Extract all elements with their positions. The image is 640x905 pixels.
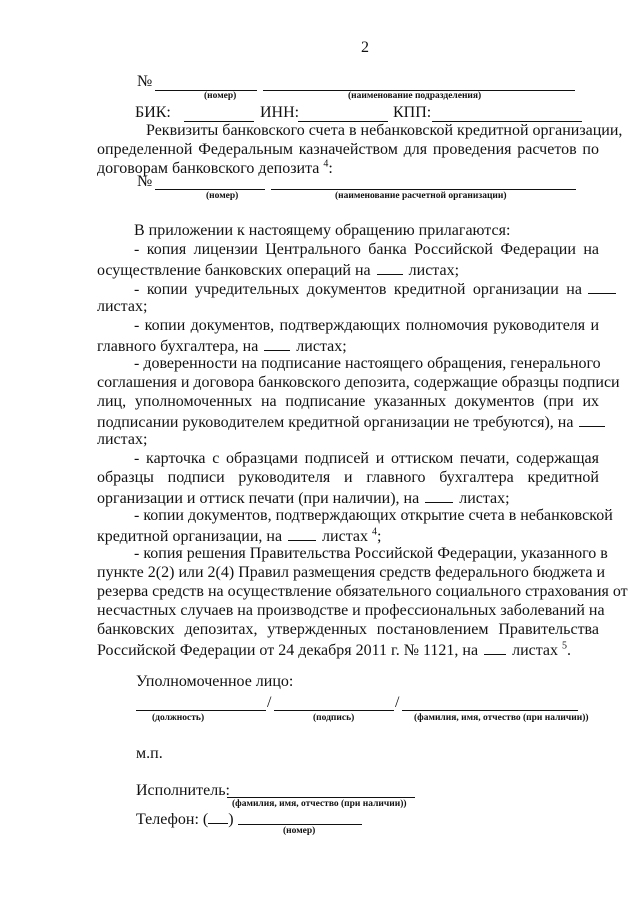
bik-label: БИК: [135, 104, 171, 121]
signature-line [274, 710, 394, 711]
slash-1: / [267, 694, 272, 711]
sheets-blank [484, 639, 506, 655]
requisites-line-2: определенной Федеральным казначейством для проведения расчетов по [97, 141, 599, 158]
phone-label [136, 808, 234, 830]
authorized-person-title: Уполномоченное лицо: [136, 673, 294, 690]
attachment-6-line-1: - копии документов, подтверждающих открытие счета в небанковской [134, 507, 613, 524]
attachment-7-line-4: несчастных случаев на производстве и профессиональных заболеваний на [97, 602, 605, 619]
attachment-1-line-1: - копия лицензии Центрального банка Российской Федерации на [134, 241, 599, 258]
attachment-5-line-1: - карточка с образцами подписей и оттиском печати, содержащая [134, 450, 599, 467]
position-line [136, 710, 266, 711]
stamp-place: м.п. [136, 745, 163, 762]
number-symbol: № [137, 73, 153, 90]
kpp-label: КПП: [393, 104, 432, 121]
footnote-marker: 5 [562, 640, 568, 652]
footnote-marker: 4 [323, 158, 329, 170]
attachment-3-line-1: - копии документов, подтверждающих полномочия руководителя и [134, 317, 599, 334]
sheets-blank [579, 411, 605, 427]
requisites-colon: : [328, 160, 333, 177]
attachment-4-line-1: - доверенности на подписание настоящего обращения, генерального [134, 355, 601, 372]
division-caption: (наименование подразделения) [348, 91, 482, 101]
area-code-blank [208, 808, 228, 824]
phone-text: Телефон: ( [136, 811, 209, 828]
attachment-2-line-1 [134, 278, 618, 300]
attachment-7-end: . [567, 642, 572, 659]
attachment-7-line-6 [97, 639, 571, 661]
account-number-symbol: № [137, 173, 153, 190]
attachment-7-sheets: листах [512, 642, 559, 659]
attachment-4-line-2: соглашения и договора банковского депозита, содержащие образцы подписи [97, 374, 620, 391]
attachment-6-sheets: листах [322, 528, 368, 545]
executor-label: Исполнитель: [136, 782, 230, 799]
executor-name-line [227, 797, 415, 798]
attachment-6-end: ; [376, 528, 382, 545]
phone-number-caption: (номер) [283, 826, 316, 836]
attachment-7-text: Российской Федерации от 24 декабря 2011 г. № 1121, на [97, 642, 479, 659]
position-caption: (должность) [152, 713, 205, 723]
requisites-line-3 [97, 159, 333, 179]
attachment-5-sheets: листах; [459, 490, 510, 507]
full-name-caption: (фамилия, имя, отчество (при наличии)) [414, 713, 589, 723]
attachment-4-line-3: лиц, уполномоченных на подписание указанных документов (при их [97, 393, 599, 410]
sheets-blank [288, 525, 316, 541]
signature-caption: (подпись) [313, 713, 355, 723]
page-number: 2 [361, 39, 369, 56]
attachment-5-text: организации и оттиск печати (при наличии), на [97, 490, 420, 507]
requisites-text: договорам банковского депозита [97, 160, 320, 177]
sheets-blank [588, 278, 616, 294]
attachments-intro: В приложении к настоящему обращению прилагаются: [134, 222, 511, 239]
attachment-2-line-2: листах; [97, 298, 148, 315]
attachment-5-line-2: образцы подписи руководителя и главного бухгалтера кредитной [97, 469, 599, 486]
attachment-1-text: осуществление банковских операций на [97, 262, 371, 279]
sheets-blank [264, 335, 290, 351]
attachment-4-line-4 [97, 411, 607, 433]
slash-2: / [395, 694, 400, 711]
phone-number-line [238, 824, 362, 825]
requisites-line-1: Реквизиты банковского счета в небанковской кредитной организации, [146, 122, 623, 139]
attachment-3-sheets: листах; [296, 338, 347, 355]
attachment-4-text: подписании руководителем кредитной организации не требуются), на [97, 414, 574, 431]
inn-label: ИНН: [260, 104, 300, 121]
attachment-7-line-5: банковских депозитах, утвержденных постановлением Правительства [97, 621, 599, 638]
executor-name-caption: (фамилия, имя, отчество (при наличии)) [232, 799, 407, 809]
attachment-2-text: - копии учредительных документов кредитной организации на [134, 281, 582, 298]
sheets-blank [425, 487, 453, 503]
attachment-1-sheets: листах; [408, 262, 460, 279]
attachment-7-line-1: - копия решения Правительства Российской Федерации, указанного в [134, 545, 608, 562]
attachment-4-line-5: листах; [97, 431, 148, 448]
attachment-7-line-3: резерва средств на осуществление обязательного социального страхования от [97, 583, 628, 600]
footnote-marker: 4 [371, 526, 377, 538]
account-number-line [155, 189, 265, 190]
attachment-7-line-2: пункте 2(2) или 2(4) Правил размещения средств федерального бюджета и [97, 564, 606, 581]
attachment-6-text: кредитной организации, на [97, 528, 283, 545]
account-number-caption: (номер) [206, 191, 239, 201]
settlement-org-caption: (наименование расчетной организации) [335, 191, 507, 201]
sheets-blank [377, 259, 403, 275]
number-caption: (номер) [204, 91, 237, 101]
attachment-3-text: главного бухгалтера, на [97, 338, 259, 355]
full-name-line [402, 710, 578, 711]
settlement-org-line [271, 189, 576, 190]
phone-close: ) [228, 811, 234, 828]
